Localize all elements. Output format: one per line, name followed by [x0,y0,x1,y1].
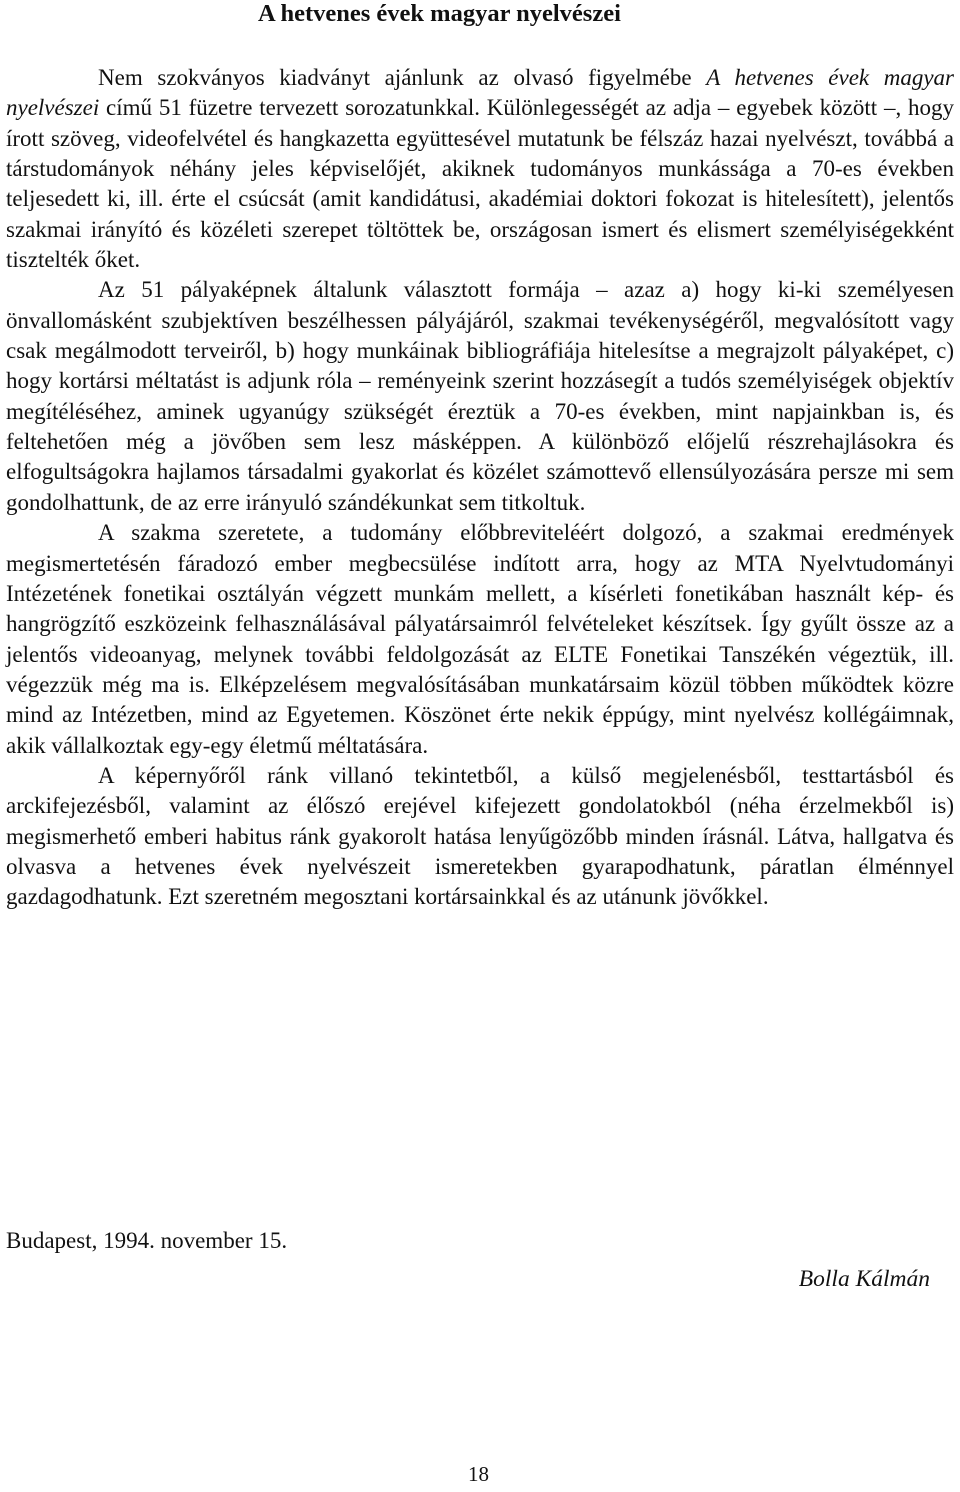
paragraph-2: Az 51 pályaképnek általunk választott formája – azaz a) hogy ki-ki személyesen önvallomásként szubjektíven beszélhessen pályájáról, szakmai tevékenységéről, megvalósított vagy csak megálmodott terveiről, b) hogy munkáinak bibliográfiája hitelesítse a megrajzolt pályaképet, c) hogy kortársi méltatást is adjunk róla – reményeink szerint hozzásegít a tudós személyiségek objektív megítéléséhez, aminek ugyanúgy szükségét éreztük a 70-es években, mint napjainkban is, és feltehetően még a jövőben sem lesz másképpen. A különböző előjelű részrehajlásokra és elfogultságokra hajlamos társadalmi gyakorlat és közélet számottevő ellensúlyozására persze mi sem gondolhattunk, de az erre irányuló szándékunkat sem titkoltuk. [6,277,954,515]
paragraph-1-intro: Nem szokványos kiadványt ajánlunk az olvasó figyelmébe [98,65,707,90]
series-title-italic: A hetvenes évek magyar nyelvészei [6,65,955,121]
page-title: A hetvenes évek magyar nyelvészei [258,0,621,27]
author-signature: Bolla Kálmán [798,1266,930,1292]
paragraph-1 [6,63,954,275]
page-number: 18 [468,1462,489,1486]
document-page [6,0,954,1492]
paragraph-4: A képernyőről ránk villanó tekintetből, a külső megjelenésből, testtartásból és arckifejezésből, valamint az élőszó erejével kifejezett gondolatokból (néha érzelmekből is) megismerhető emberi habitus ránk gyakorolt hatása lenyűgözőbb minden írásnál. Látva, hallgatva és olvasva a hetvenes évek nyelvészeit ismeretekben gyarapodhatunk, páratlan élménnyel gazdagodhatunk. Ezt szeretném megosztani kortársainkkal és az utánunk jövőkkel. [6,762,954,910]
paragraph-1-rest: című 51 füzetre tervezett sorozatunkkal. Különlegességét az adja – egyebek között –, hogy írott szöveg, videofelvétel és hangkazetta együttesével mutatunk be félszáz hazai nyelvészt, továbbá a társtudományok néhány jeles képviselőjét, akiknek tudományos munkássága a 70-es években teljesedett ki, ill. érte el csúcsát (amit kandidátusi, akadémiai doktori fokozat is hitelesített), jelentős szakmai irányító és közéleti szerepet töltöttek be, országosan ismert és elismert személyiségekként tisztelték őket. [6,95,954,273]
paragraph-3: A szakma szeretete, a tudomány előbbreviteléért dolgozó, a szakmai eredmények megismertetésén fáradozó ember megbecsülése indított arra, hogy az MTA Nyelvtudományi Intézetének fonetikai osztályán végzett munkám mellett, a kísérleti fonetikában használt kép- és hangrögzítő eszközeink felhasználásával pályatársaimról felvételeket készítsek. Így gyűlt össze az a jelentős videoanyag, melynek további feldolgozását az ELTE Fonetikai Tanszékén végeztük, ill. végezzük még ma is. Elképzelésem megvalósításában munkatársaim közül többen működtek közre mind az Intézetben, mind az Egyetemen. Köszönet érte nekik éppúgy, mint nyelvész kollégáimnak, akik vállalkoztak egy-egy életmű méltatására. [6,520,954,758]
place-date: Budapest, 1994. november 15. [6,1228,288,1253]
body-text [6,63,954,913]
